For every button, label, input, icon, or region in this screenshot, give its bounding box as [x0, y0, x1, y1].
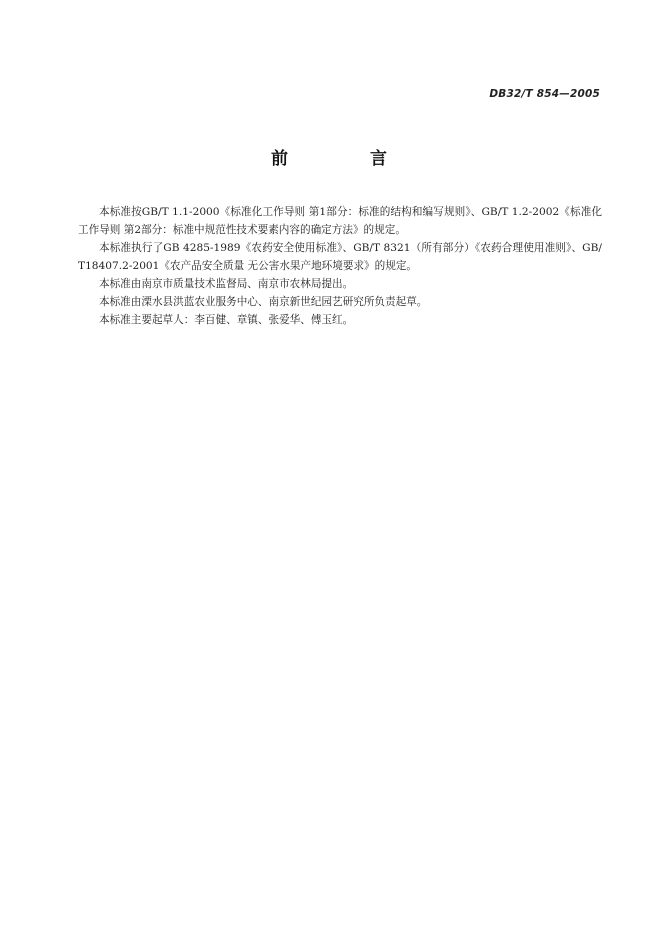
paragraph-proposed-by: 本标准由南京市质量技术监督局、南京市农林局提出。: [99, 278, 354, 290]
paragraph-main-drafters: 本标准主要起草人：李百健、章镇、张爱华、傅玉红。: [99, 314, 354, 326]
foreword-body: [78, 203, 602, 329]
document-code: DB32/T 854—2005: [489, 88, 600, 100]
paragraph-drafted-by: 本标准由溧水县洪蓝农业服务中心、南京新世纪园艺研究所负责起草。: [99, 296, 428, 308]
page-title: 前 言: [271, 149, 425, 169]
paragraph-referenced-standards: 本标准执行了GB 4285-1989《农药安全使用标准》、GB/T 8321（所有部分）《农药合理使用准则》、GB/T18407.2-2001《农产品安全质量 无公害水果产地环境要求》的规定。: [78, 242, 602, 272]
paragraph-drafting-rules: 本标准按GB/T 1.1-2000《标准化工作导则 第1部分：标准的结构和编写规则》、GB/T 1.2-2002《标准化工作导则 第2部分：标准中规范性技术要素内容的确定方法》的规定。: [78, 206, 602, 236]
